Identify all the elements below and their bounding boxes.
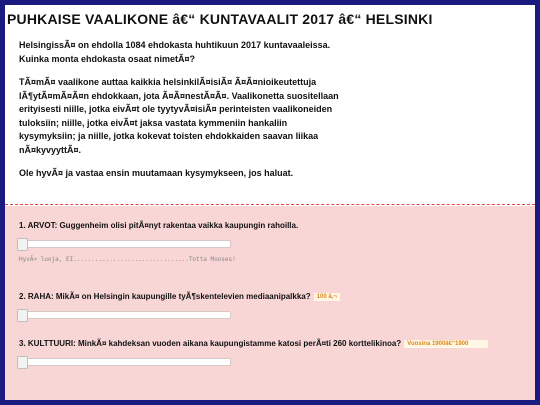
question-2-slider[interactable] [17,311,231,319]
question-2-row [19,292,340,301]
question-1-slider-handle[interactable] [17,238,28,251]
question-3-row [19,339,488,348]
question-2-value-badge: 100 â‚¬ [314,293,340,301]
question-1-label: 1. ARVOT: Guggenheim olisi pitÃ¤nyt rakentaa vaikka kaupungin rahoilla. [19,221,299,230]
question-1-slider[interactable] [17,240,231,248]
question-3-slider[interactable] [17,358,231,366]
question-3-slider-handle[interactable] [17,356,28,369]
question-2-slider-handle[interactable] [17,309,28,322]
intro-paragraph-2: TÃ¤mÃ¤ vaalikone auttaa kaikkia helsinkilÃ¤isiÃ¤ Ã¤Ã¤nioikeutettuja lÃ¶ytÃ¤mÃ¤Ã¤n ehdokkaan, jota Ã¤Ã¤nestÃ¤Ã¤. Vaalikonetta suositellaan erityisesti niille, jotka eivÃ¤t ole tyytyvÃ¤isiÃ¤ perinteisten vaalikoneiden tuloksiin; niille, jotka eivÃ¤t jaksa vastata kymmeniin hankaliin kysymyksiin; ja niille, jotka kokevat toisten ehdokkaiden saavan liikaa nÃ¤kyvyyttÃ¤. [19,77,339,155]
intro-paragraph-1: HelsingissÃ¤ on ehdolla 1084 ehdokasta huhtikuun 2017 kuntavaaleissa. Kuinka monta ehdokasta osaat nimetÃ¤? [19,40,331,64]
page-title: PUHKAISE VAALIKONE â€“ KUNTAVAALIT 2017 â€“ HELSINKI [7,11,433,27]
question-1-scale-text: HyvÃ¤ luoja, EI................................Totta Mooses! [19,256,236,263]
question-3-label: 3. KULTTUURI: MinkÃ¤ kahdeksan vuoden aikana kaupungistamme katosi perÃ¤ti 260 korttelikinoa? [19,339,402,348]
poll-page [5,5,535,400]
intro-paragraph-3: Ole hyvÃ¤ ja vastaa ensin muutamaan kysymykseen, jos haluat. [19,168,294,178]
section-divider [5,204,535,205]
question-2-label: 2. RAHA: MikÃ¤ on Helsingin kaupungille tyÃ¶skentelevien mediaanipalkka? [19,292,311,301]
question-3-value-badge: Vuosina 1900â€“1900 [404,340,488,348]
questions-panel [5,206,535,400]
intro-text [19,39,519,191]
